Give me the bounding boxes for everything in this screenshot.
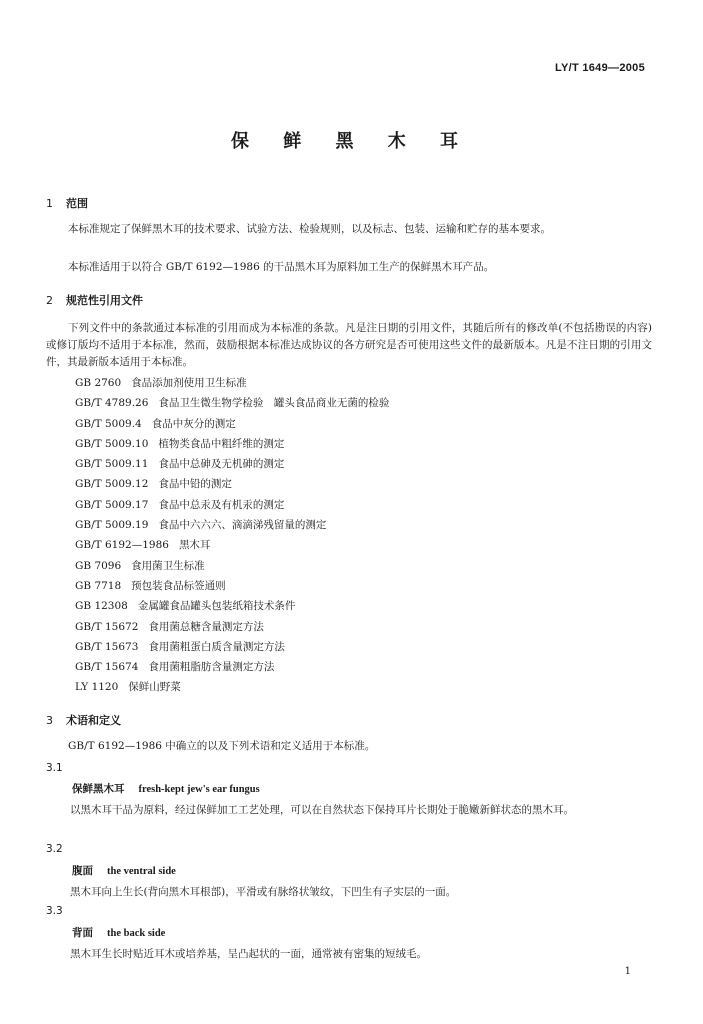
reference-code: GB/T 5009.11 <box>75 458 149 471</box>
reference-code: GB/T 15674 <box>75 661 139 674</box>
reference-code: GB 12308 <box>75 600 128 613</box>
section-title: 规范性引用文件 <box>66 294 143 307</box>
term-definition: 以黑木耳干品为原料，经过保鲜加工工艺处理，可以在自然状态下保持耳片长期处于脆嫩新鲜状态的黑木耳。 <box>70 804 574 816</box>
page-number: 1 <box>624 966 631 977</box>
reference-code: LY 1120 <box>75 681 119 694</box>
reference-code: GB/T 5009.19 <box>75 519 149 532</box>
section-number: 1 <box>46 197 53 210</box>
reference-code: GB 7096 <box>75 559 122 572</box>
reference-code: GB 7718 <box>75 579 122 592</box>
references-intro: 下列文件中的条款通过本标准的引用而成为本标准的条款。凡是注日期的引用文件，其随后所有的修改单(不包括勘误的内容)或修订版均不适用于本标准，然而，鼓励根据本标准达成协议的各方研究是否可使用这些文件的最新版本。凡是不注日期的引用文件，其最新版本适用于本标准。 <box>46 322 652 368</box>
reference-item <box>75 517 389 537</box>
normative-reference-list <box>75 375 389 700</box>
section-1-heading <box>46 195 88 211</box>
reference-item <box>75 456 389 476</box>
reference-item <box>75 416 389 436</box>
reference-title: 食用菌粗蛋白质含量测定方法 <box>148 640 285 653</box>
reference-item <box>75 558 389 578</box>
reference-code: GB/T 5009.12 <box>75 478 149 491</box>
reference-item <box>75 659 389 679</box>
term-en: the ventral side <box>107 866 176 877</box>
reference-item <box>75 639 389 659</box>
reference-title: 食品中总砷及无机砷的测定 <box>158 458 285 471</box>
reference-code: GB/T 4789.26 <box>75 397 149 410</box>
section-number: 2 <box>46 294 53 307</box>
reference-item <box>75 497 389 517</box>
reference-title: 植物类食品中粗纤维的测定 <box>158 437 285 450</box>
term-zh: 保鲜黑木耳 <box>72 783 125 795</box>
scope-paragraph-1: 本标准规定了保鲜黑木耳的技术要求、试验方法、检验规则，以及标志、包装、运输和贮存的基本要求。 <box>68 223 551 235</box>
reference-item <box>75 537 389 557</box>
term-zh: 腹面 <box>72 865 93 877</box>
reference-item <box>75 619 389 639</box>
reference-title: 食品中铅的测定 <box>158 478 232 491</box>
term-number: 3.2 <box>46 843 63 855</box>
reference-title: 食用菌总糖含量测定方法 <box>148 620 264 633</box>
reference-title: 食品卫生微生物学检验 罐头食品商业无菌的检验 <box>158 397 390 410</box>
terms-intro: GB/T 6192—1986 中确立的以及下列术语和定义适用于本标准。 <box>68 740 376 752</box>
reference-code: GB/T 5009.17 <box>75 498 149 511</box>
reference-item <box>75 476 389 496</box>
reference-item <box>75 578 389 598</box>
document-title: 保 鲜 黑 木 耳 <box>230 131 473 152</box>
term-heading <box>72 781 260 796</box>
reference-title: 食品中灰分的测定 <box>151 417 236 430</box>
reference-title: 食用菌粗脂肪含量测定方法 <box>148 661 275 674</box>
reference-code: GB/T 6192—1986 <box>75 539 169 552</box>
term-definition: 黑木耳向上生长(背向黑木耳根部)，平滑或有脉络状皱纹，下凹生有子实层的一面。 <box>70 886 457 898</box>
section-title: 术语和定义 <box>66 714 121 727</box>
reference-code: GB/T 15672 <box>75 620 139 633</box>
term-definition: 黑木耳生长时贴近耳木或培养基，呈凸起状的一面，通常被有密集的短绒毛。 <box>70 948 427 960</box>
section-2-heading <box>46 292 143 308</box>
reference-title: 金属罐食品罐头包装纸箱技术条件 <box>137 600 296 613</box>
term-en: the back side <box>107 928 166 939</box>
reference-code: GB/T 15673 <box>75 640 139 653</box>
term-en: fresh-kept jew's ear fungus <box>138 784 260 795</box>
reference-title: 预包装食品标签通则 <box>131 579 226 592</box>
reference-code: GB/T 5009.10 <box>75 437 149 450</box>
scope-paragraph-2: 本标准适用于以符合 GB/T 6192—1986 的干品黑木耳为原料加工生产的保鲜黑木耳产品。 <box>68 261 495 273</box>
reference-title: 食用菌卫生标准 <box>131 559 205 572</box>
reference-title: 食品添加剂使用卫生标准 <box>131 377 247 389</box>
term-number: 3.1 <box>46 762 63 774</box>
reference-item <box>75 436 389 456</box>
term-number: 3.3 <box>46 905 63 917</box>
reference-title: 食品中六六六、滴滴涕残留量的测定 <box>158 519 327 532</box>
reference-code: GB/T 5009.4 <box>75 417 142 430</box>
section-number: 3 <box>46 714 53 727</box>
reference-item <box>75 598 389 618</box>
section-title: 范围 <box>66 197 88 210</box>
reference-code: GB 2760 <box>75 377 122 389</box>
reference-item <box>75 395 389 415</box>
reference-item <box>75 679 389 699</box>
standard-code: LY/T 1649—2005 <box>554 62 645 74</box>
reference-title: 食品中总汞及有机汞的测定 <box>158 498 285 511</box>
reference-title: 保鲜山野菜 <box>128 681 181 694</box>
term-heading <box>72 863 176 878</box>
term-heading <box>72 925 165 940</box>
reference-title: 黑木耳 <box>178 539 211 552</box>
term-zh: 背面 <box>72 927 93 939</box>
reference-item <box>75 375 389 395</box>
section-3-heading <box>46 712 121 728</box>
